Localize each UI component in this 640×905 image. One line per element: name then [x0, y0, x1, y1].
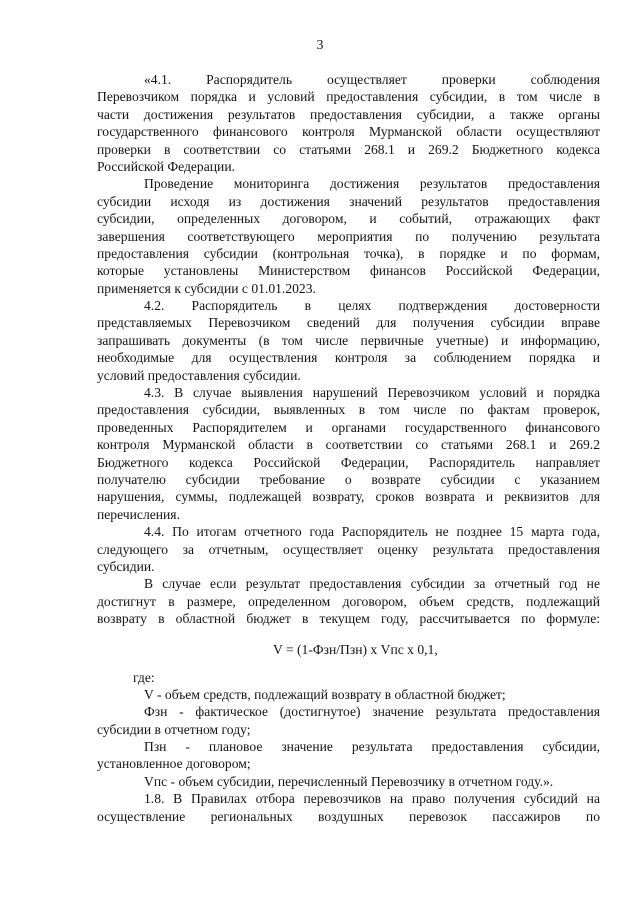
text-line: предоставления субсидии, выявленных в том числе по фактам проверок,: [97, 402, 600, 418]
text-line: возврату в областной бюджет в текущем году, рассчитывается по формуле:: [97, 611, 600, 627]
text-line: проверки в соответствии со статьями 268.1 и 269.2 Бюджетного кодекса: [97, 141, 600, 157]
text-line: субсидии.: [97, 558, 155, 574]
document-body: [97, 71, 600, 825]
page-number: 3: [316, 38, 324, 53]
text-line: 4.3. В случае выявления нарушений Перевозчиком условий и порядка: [144, 385, 600, 401]
text-line: контроля Мурманской области в соответствии со статьями 268.1 и 269.2: [97, 437, 600, 453]
text-line: субсидии исходя из достижения значений результатов предоставления: [97, 193, 600, 209]
text-line: 1.8. В Правилах отбора перевозчиков на право получения субсидий на: [144, 791, 600, 807]
text-line: 4.4. По итогам отчетного года Распорядитель не позднее 15 марта года,: [144, 524, 600, 540]
text-line: Фзн - фактическое (достигнутое) значение результата предоставления: [144, 704, 600, 720]
text-line: V - объем средств, подлежащий возврату в областной бюджет;: [144, 686, 506, 702]
text-line: завершения соответствующего мероприятия по получению результата: [97, 228, 600, 244]
text-line: следующего за отчетным, осуществляет оценку результата предоставления: [97, 541, 600, 557]
text-line: предоставления субсидии (контрольная точка), в порядке и по формам,: [97, 245, 600, 261]
text-line: Пзн - плановое значение результата предоставления субсидии,: [144, 739, 600, 755]
text-line: применяется к субсидии с 01.01.2023.: [97, 280, 316, 296]
text-line: Российской Федерации.: [97, 158, 235, 174]
text-line: запрашивать документы (в том числе первичные учетные) и информацию,: [97, 332, 600, 348]
text-line: «4.1. Распорядитель осуществляет проверки соблюдения: [144, 72, 600, 87]
text-line: 4.2. Распорядитель в целях подтверждения достоверности: [144, 298, 600, 314]
text-line: Проведение мониторинга достижения результатов предоставления: [144, 176, 600, 192]
text-line: получателю субсидии требование о возврате субсидии с указанием: [97, 471, 600, 487]
text-line: Vпс - объем субсидии, перечисленный Перевозчику в отчетном году.».: [144, 773, 554, 789]
text-line: Перевозчиком порядка и условий предоставления субсидии, в том числе в: [97, 89, 600, 105]
text-line: достигнут в размере, определенном договором, объем средств, подлежащий: [97, 593, 600, 609]
text-line: осуществление региональных воздушных перевозок пассажиров по: [97, 808, 600, 824]
text-line: необходимые для осуществления контроля за соблюдением порядка и: [97, 350, 600, 366]
text-line: перечисления.: [97, 506, 180, 522]
text-line: нарушения, суммы, подлежащей возврату, сроков возврата и реквизитов для: [97, 489, 600, 505]
formula: V = (1-Фзн/Пзн) х Vпс х 0,1,: [273, 641, 438, 657]
text-line: проведенных Распорядителем и органами государственного финансового: [97, 419, 600, 435]
text-line: В случае если результат предоставления субсидии за отчетный год не: [144, 576, 600, 592]
text-line: государственного финансового контроля Мурманской области осуществляют: [97, 124, 600, 140]
text-line: установленное договором;: [97, 756, 251, 772]
text-line: представляемых Перевозчиком сведений для получения субсидии вправе: [97, 315, 600, 331]
text-line: части достижения результатов предоставления субсидии, а также органы: [97, 106, 600, 122]
text-line: субсидии в отчетном году;: [97, 721, 251, 737]
text-line: которые установлены Министерством финансов Российской Федерации,: [97, 263, 600, 279]
text-line: условий предоставления субсидии.: [97, 367, 301, 383]
text-line: Бюджетного кодекса Российской Федерации, Распорядитель направляет: [97, 454, 600, 470]
text-line: субсидии, определенных договором, и событий, отражающих факт: [97, 211, 600, 227]
text-line: где:: [133, 669, 155, 685]
